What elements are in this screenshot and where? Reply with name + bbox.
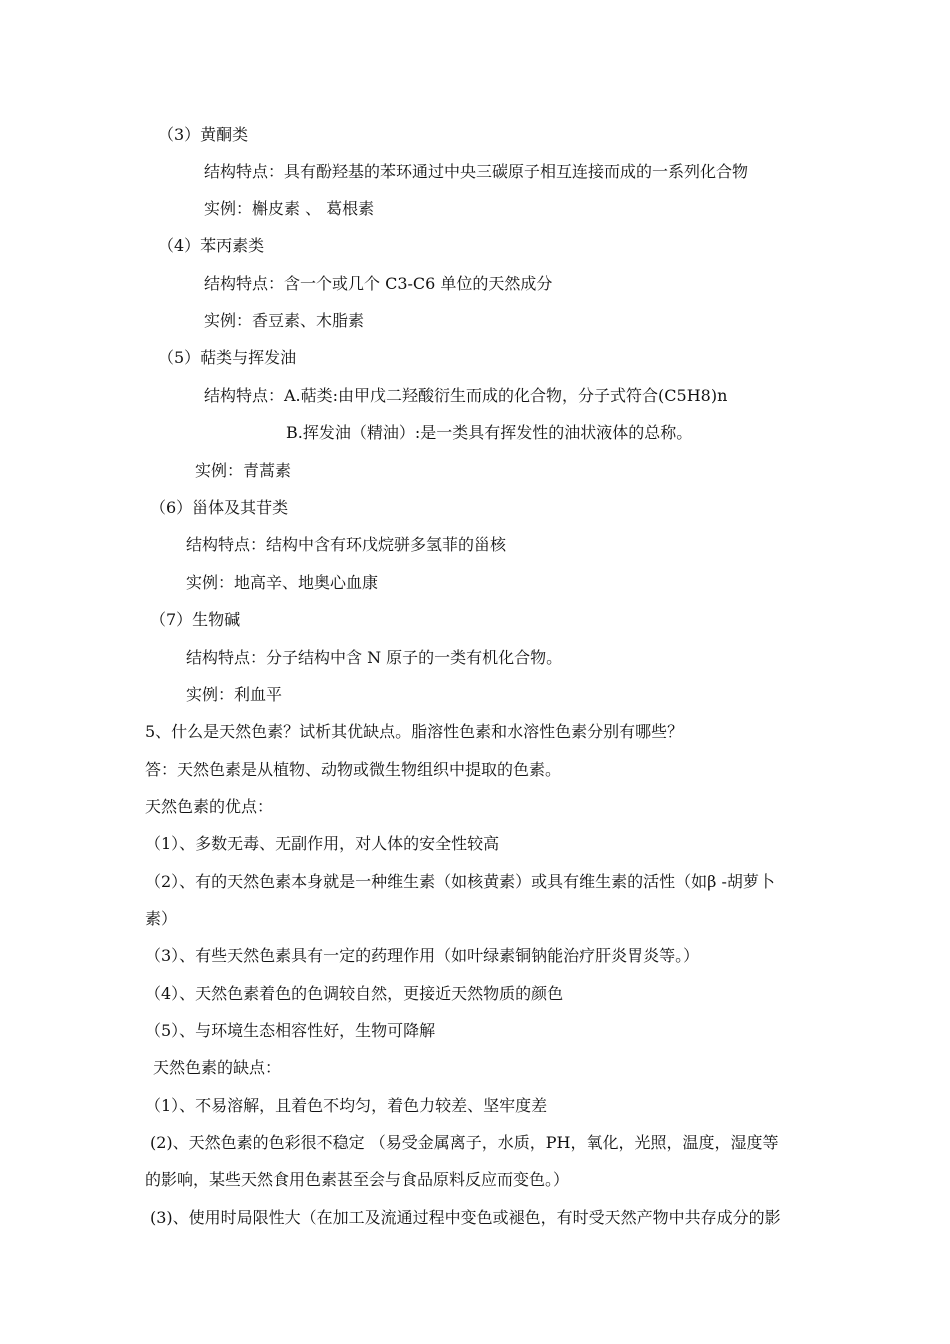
advantage-4: （4）、天然色素着色的色调较自然，更接近天然物质的颜色 <box>145 984 564 1003</box>
disadvantage-1: （1）、不易溶解，且着色不均匀，着色力较差、坚牢度差 <box>145 1096 548 1115</box>
disadvantage-2-cont: 的影响，某些天然食用色素甚至会与食品原料反应而变色。） <box>145 1170 570 1189</box>
structure-feature-alkaloids: 结构特点：分子结构中含 N 原子的一类有机化合物。 <box>186 648 563 667</box>
question-5: 5、什么是天然色素？试析其优缺点。脂溶性色素和水溶性色素分别有哪些？ <box>145 722 684 741</box>
disadvantage-2: (2)、天然色素的色彩很不稳定 （易受金属离子，水质，PH，氧化，光照，温度，湿度等 <box>150 1133 779 1152</box>
disadvantages-heading: 天然色素的缺点： <box>153 1058 282 1077</box>
example-terpenoids: 实例：青蒿素 <box>195 461 292 480</box>
structure-feature-steroids: 结构特点：结构中含有环戊烷骈多氢菲的甾核 <box>186 535 507 554</box>
example-phenylpropanoids: 实例：香豆素、木脂素 <box>204 311 365 330</box>
section-heading-phenylpropanoids: （4）苯丙素类 <box>158 236 265 255</box>
structure-feature-phenylpropanoids: 结构特点：含一个或几个 C3-C6 单位的天然成分 <box>204 274 553 293</box>
section-heading-flavonoids: （3）黄酮类 <box>158 125 249 144</box>
advantage-1: （1）、多数无毒、无副作用，对人体的安全性较高 <box>145 834 500 853</box>
advantage-5: （5）、与环境生态相容性好，生物可降解 <box>145 1021 436 1040</box>
section-heading-steroids: （6）甾体及其苷类 <box>150 498 289 517</box>
section-heading-alkaloids: （7）生物碱 <box>150 610 241 629</box>
structure-feature-terpenoids-a: 结构特点：A.萜类:由甲戊二羟酸衍生而成的化合物，分子式符合(C5H8)n <box>204 386 728 405</box>
structure-feature-terpenoids-b: B.挥发油（精油）:是一类具有挥发性的油状液体的总称。 <box>286 423 693 442</box>
advantage-3: （3）、有些天然色素具有一定的药理作用（如叶绿素铜钠能治疗肝炎胃炎等。） <box>145 946 700 965</box>
section-heading-terpenoids: （5）萜类与挥发油 <box>158 348 297 367</box>
advantages-heading: 天然色素的优点： <box>145 797 274 816</box>
example-steroids: 实例：地高辛、地奥心血康 <box>186 573 379 592</box>
disadvantage-3: (3)、使用时局限性大（在加工及流通过程中变色或褪色，有时受天然产物中共存成分的影 <box>150 1208 781 1227</box>
example-flavonoids: 实例：槲皮素 、 葛根素 <box>204 199 375 218</box>
advantage-2: （2）、有的天然色素本身就是一种维生素（如核黄素）或具有维生素的活性（如β -胡萝卜 <box>145 872 775 891</box>
advantage-2-cont: 素） <box>145 909 178 928</box>
answer-definition: 答：天然色素是从植物、动物或微生物组织中提取的色素。 <box>145 760 562 779</box>
structure-feature-flavonoids: 结构特点：具有酚羟基的苯环通过中央三碳原子相互连接而成的一系列化合物 <box>204 162 749 181</box>
example-alkaloids: 实例：利血平 <box>186 685 283 704</box>
